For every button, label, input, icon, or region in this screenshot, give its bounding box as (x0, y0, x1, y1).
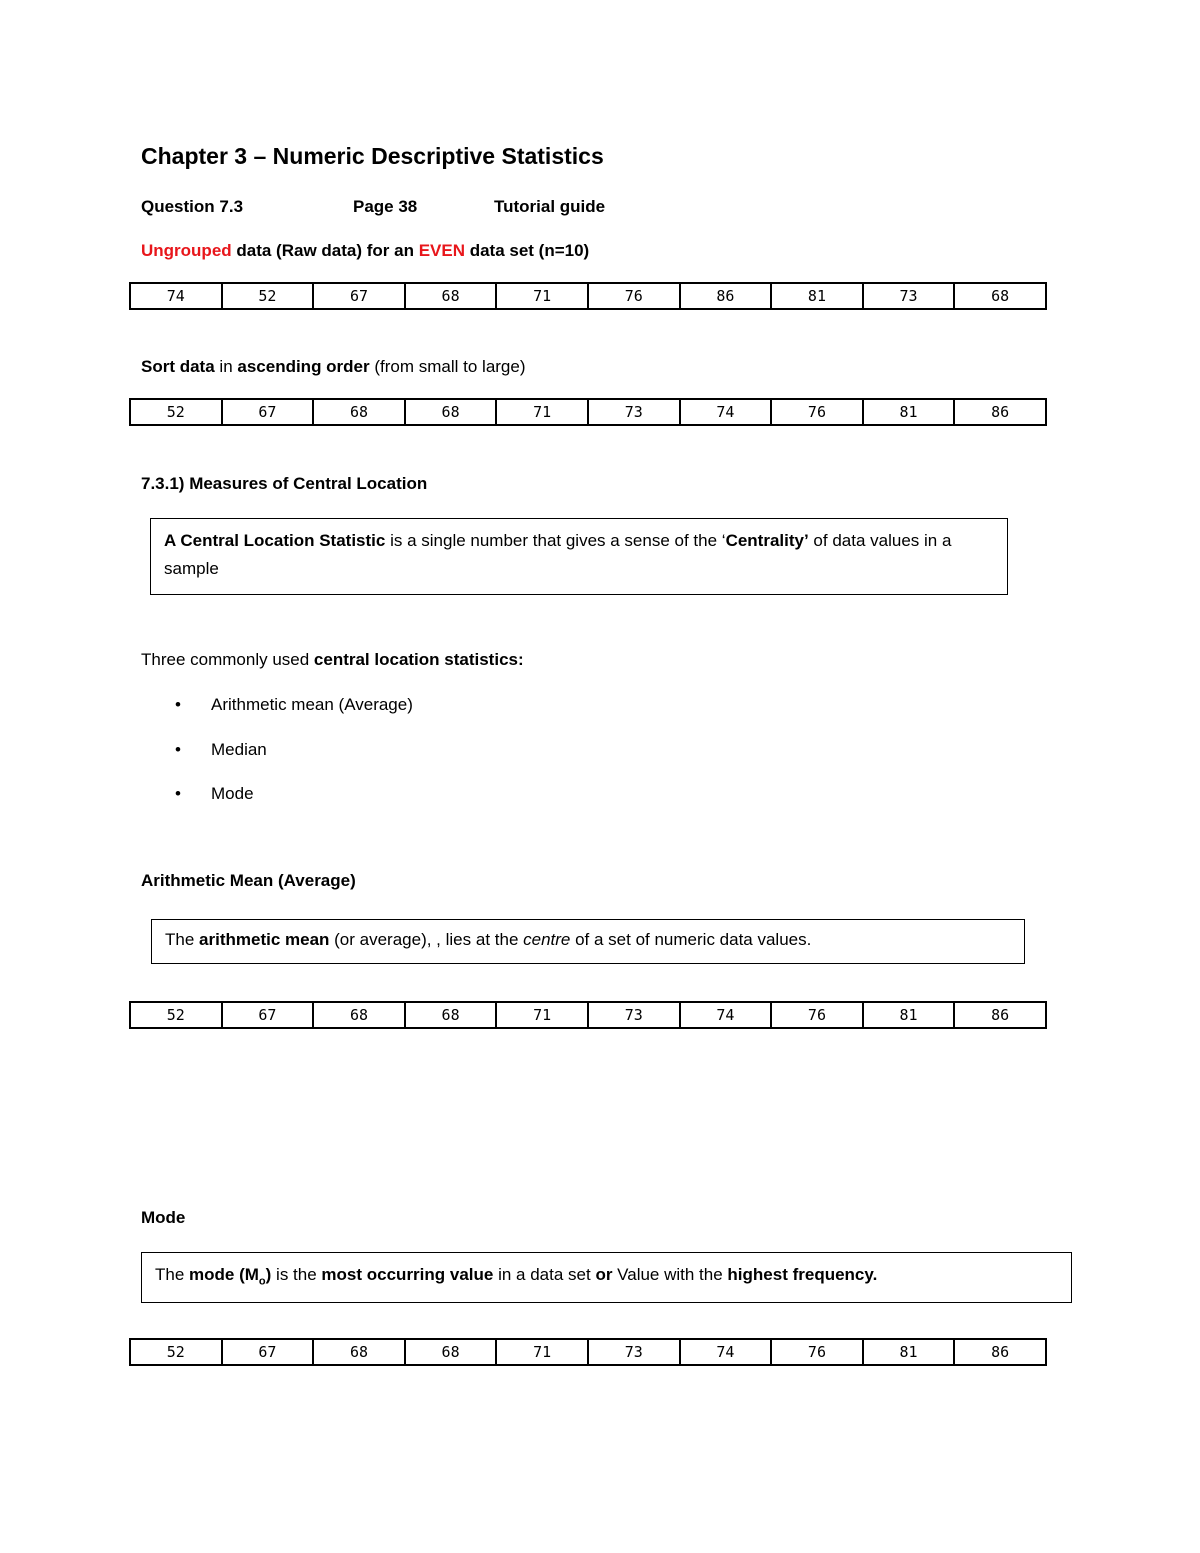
mode-text-8: Value with the (612, 1265, 728, 1284)
data-cell: 74 (166, 287, 185, 305)
central-text-3: Centrality’ (725, 531, 809, 550)
mode-text-9: highest frequency. (727, 1265, 878, 1284)
data-cell: 81 (770, 284, 862, 308)
mode-text-4: is the (271, 1265, 322, 1284)
mean-data-table (129, 1001, 1047, 1029)
mean-text-4: centre (523, 930, 571, 949)
central-text-2: is a single number that gives a sense of the ‘ (385, 531, 726, 550)
mode-text-5: most occurring value (321, 1265, 494, 1284)
data-cell: 71 (495, 1340, 587, 1364)
bullet-icon: • (175, 739, 181, 759)
mean-text-3: (or average), , lies at the (329, 930, 524, 949)
ungrouped-word: Ungrouped (141, 241, 232, 260)
mode-text-1: The (155, 1265, 190, 1284)
data-cell: 74 (679, 1003, 771, 1027)
data-cell: 52 (221, 284, 313, 308)
data-cell: 68 (404, 1003, 496, 1027)
data-cell: 74 (679, 400, 771, 424)
list-item (175, 779, 413, 824)
page-reference: Page 38 (353, 197, 418, 216)
even-word: EVEN (418, 241, 465, 260)
mean-text-2: arithmetic mean (199, 930, 330, 949)
data-cell: 71 (495, 1003, 587, 1027)
mean-heading: Arithmetic Mean (Average) (141, 871, 356, 890)
data-cell: 81 (862, 400, 954, 424)
bullet-icon: • (175, 695, 181, 714)
central-text-1: A Central Location Statistic (164, 531, 386, 550)
data-cell: 73 (862, 284, 954, 308)
list-item-label: Arithmetic mean (Average) (211, 695, 413, 714)
data-cell: 67 (221, 1003, 313, 1027)
sort-text-3: ascending order (237, 357, 370, 376)
ungrouped-text-1: data (Raw data) for an (231, 241, 419, 260)
data-cell: 86 (679, 284, 771, 308)
three-statistics-intro (141, 650, 524, 670)
list-item (175, 735, 413, 780)
sort-text-2: in (214, 357, 238, 376)
bullet-icon: • (175, 784, 181, 803)
data-cell: 86 (953, 1003, 1045, 1027)
list-item (175, 690, 413, 735)
data-cell: 81 (862, 1003, 954, 1027)
data-cell: 68 (312, 1340, 404, 1364)
data-cell: 73 (587, 1340, 679, 1364)
mode-text-7: or (595, 1265, 613, 1284)
sort-text-1: Sort data (141, 357, 215, 376)
data-cell: 86 (953, 400, 1045, 424)
data-cell: 76 (770, 1340, 862, 1364)
statistics-list (175, 690, 413, 824)
central-location-definition-box (150, 518, 1008, 595)
data-cell: 67 (312, 284, 404, 308)
mode-data-table (129, 1338, 1047, 1366)
data-cell: 68 (404, 284, 496, 308)
question-label: Question 7.3 (141, 197, 244, 216)
data-cell: 68 (312, 1003, 404, 1027)
mode-text-6: in a data set (493, 1265, 596, 1284)
data-cell: 76 (770, 1003, 862, 1027)
mean-definition-box (151, 919, 1025, 964)
data-cell: 52 (166, 403, 185, 421)
mean-text-5: of a set of numeric data values. (570, 930, 812, 949)
data-cell: 52 (166, 1343, 185, 1361)
mode-heading: Mode (141, 1208, 186, 1227)
mode-text-3: ) (265, 1265, 272, 1284)
page-title: Chapter 3 – Numeric Descriptive Statistics (141, 143, 604, 169)
data-cell: 76 (770, 400, 862, 424)
data-cell: 71 (495, 400, 587, 424)
mode-text-2: mode (M (189, 1265, 259, 1284)
tutorial-guide-label: Tutorial guide (494, 197, 606, 216)
data-cell: 74 (679, 1340, 771, 1364)
data-cell: 73 (587, 400, 679, 424)
three-text-1: Three commonly used (141, 650, 314, 669)
sort-instruction (141, 357, 526, 377)
data-cell: 68 (953, 284, 1045, 308)
central-text-4: of data values in a sample (164, 531, 952, 578)
list-item-label: Mode (211, 784, 254, 803)
mode-subscript: o (258, 1275, 266, 1288)
data-cell: 71 (495, 284, 587, 308)
data-cell: 76 (587, 284, 679, 308)
data-cell: 68 (312, 400, 404, 424)
ungrouped-text-2: data set (n=10) (464, 241, 590, 260)
data-cell: 52 (166, 1006, 185, 1024)
list-item-label: Median (211, 739, 267, 759)
three-text-2: central location statistics: (313, 650, 524, 669)
section-heading: 7.3.1) Measures of Central Location (141, 474, 428, 493)
data-cell: 67 (221, 1340, 313, 1364)
data-cell: 86 (953, 1340, 1045, 1364)
mode-definition-box (141, 1252, 1072, 1303)
data-cell: 68 (404, 1340, 496, 1364)
data-cell: 67 (221, 400, 313, 424)
sort-text-4: (from small to large) (369, 357, 526, 376)
data-cell: 68 (404, 400, 496, 424)
sorted-data-table (129, 398, 1047, 426)
data-cell: 81 (862, 1340, 954, 1364)
data-cell: 73 (587, 1003, 679, 1027)
mean-text-1: The (165, 930, 200, 949)
ungrouped-data-line (141, 241, 589, 261)
raw-data-table (129, 282, 1047, 310)
